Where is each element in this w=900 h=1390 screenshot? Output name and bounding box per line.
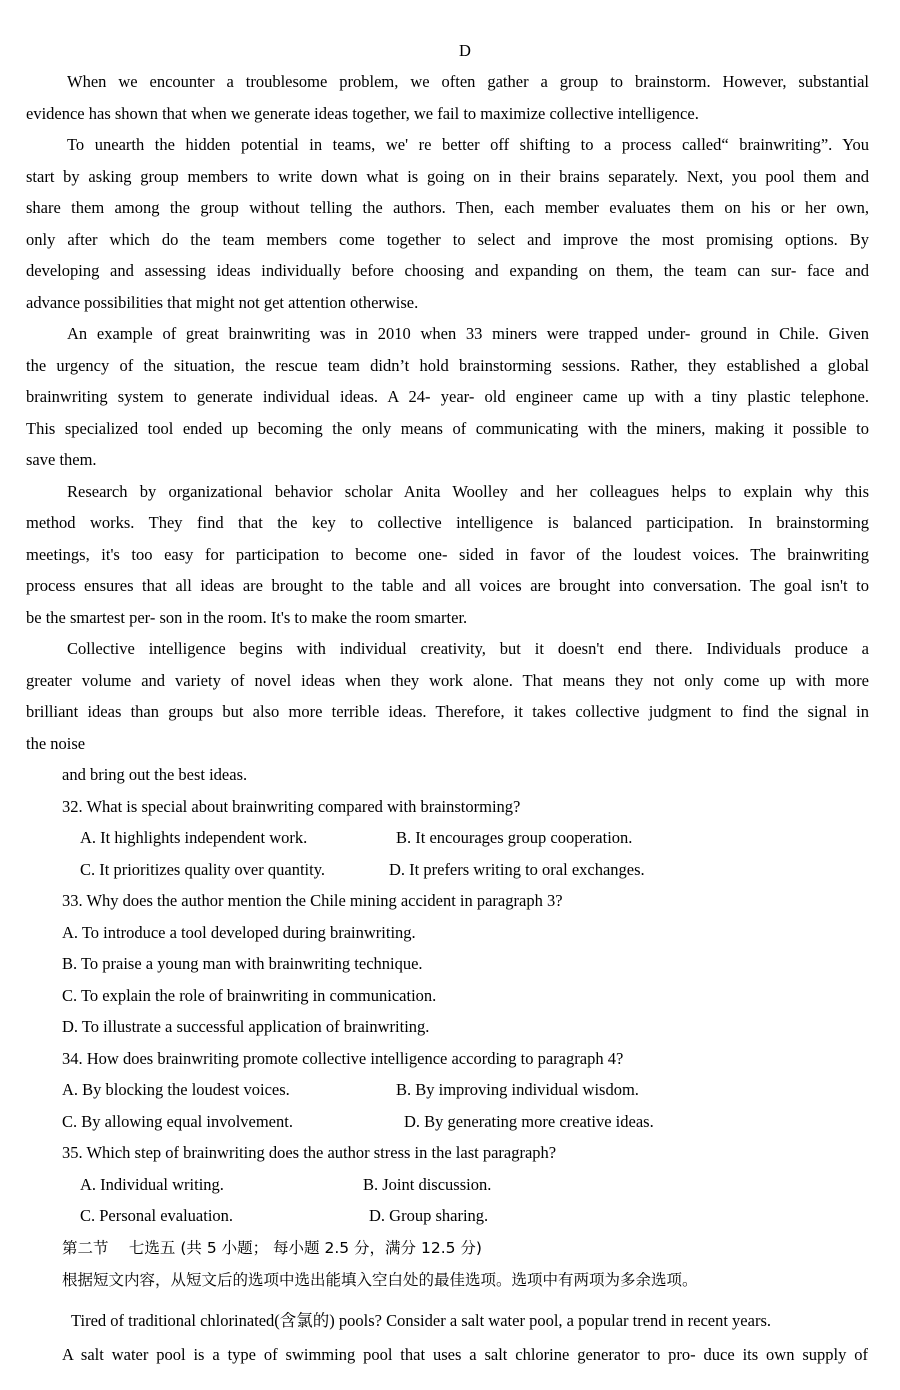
option-b[interactable]: B. By improving individual wisdom.	[396, 1080, 639, 1099]
passage-line: Research by organizational behavior scholar Anita Woolley and her colleagues helps to explain why this	[67, 482, 869, 501]
passage-line: An example of great brainwriting was in 2010 when 33 miners were trapped under- ground in Chile. Given	[67, 324, 869, 343]
passage-line: Tired of traditional chlorinated(含氯的) pools? Consider a salt water pool, a popular trend in recent years.	[71, 1311, 771, 1330]
section-letter: D	[459, 41, 471, 60]
option-b[interactable]: B. Joint discussion.	[363, 1175, 492, 1194]
option-d[interactable]: D. It prefers writing to oral exchanges.	[389, 860, 645, 879]
section-heading: 第二节 七选五 (共 5 小题； 每小题 2.5 分，满分 12.5 分)	[62, 1239, 482, 1257]
passage-line: the noise	[26, 734, 86, 753]
passage-line: developing and assessing ideas individually before choosing and expanding on them, the team can sur- face and	[26, 261, 869, 280]
passage-line: method works. They find that the key to collective intelligence is balanced participation. In brainstorming	[26, 513, 869, 532]
option-a[interactable]: A. Individual writing.	[80, 1175, 224, 1194]
question-stem: 35. Which step of brainwriting does the author stress in the last paragraph?	[62, 1143, 557, 1162]
passage-line: Collective intelligence begins with individual creativity, but it doesn't end there. Individuals produce a	[67, 639, 869, 658]
passage-line: When we encounter a troublesome problem, we often gather a group to brainstorm. However, substantial	[67, 72, 869, 91]
passage-line: only after which do the team members come together to select and improve the most promising options. By	[26, 230, 869, 249]
passage-line: brilliant ideas than groups but also more terrible ideas. Therefore, it takes collective judgment to find the signal in	[26, 702, 869, 721]
passage-line: start by asking group members to write down what is going on in their brains separately. Next, you pool them and	[26, 167, 869, 186]
option-d[interactable]: D. By generating more creative ideas.	[404, 1112, 654, 1131]
option-d[interactable]: D. To illustrate a successful application of brainwriting.	[62, 1017, 430, 1036]
option-a[interactable]: A. To introduce a tool developed during brainwriting.	[62, 923, 416, 942]
passage-line: the urgency of the situation, the rescue team didn’t hold brainstorming sessions. Rather, they established a global	[26, 356, 869, 375]
option-c[interactable]: C. To explain the role of brainwriting in communication.	[62, 986, 437, 1005]
passage-line: greater volume and variety of novel ideas when they work alone. That means they not only come up with more	[26, 671, 869, 690]
passage-line: process ensures that all ideas are brought to the table and all voices are brought into conversation. The goal isn't to	[26, 576, 869, 595]
option-b[interactable]: B. It encourages group cooperation.	[396, 828, 633, 847]
option-d[interactable]: D. Group sharing.	[369, 1206, 489, 1225]
passage-line: This specialized tool ended up becoming the only means of communicating with the miners, making it possible to	[26, 419, 869, 438]
passage-line: save them.	[26, 450, 97, 469]
passage-line: share them among the group without telling the authors. Then, each member evaluates them on his or her own,	[26, 198, 869, 217]
option-a[interactable]: A. By blocking the loudest voices.	[62, 1080, 290, 1099]
option-c[interactable]: C. By allowing equal involvement.	[62, 1112, 293, 1131]
passage-line: To unearth the hidden potential in teams, we' re better off shifting to a process called“ brainwriting”. You	[67, 135, 869, 154]
option-c[interactable]: C. Personal evaluation.	[80, 1206, 234, 1225]
passage-line: meetings, it's too easy for participation to become one- sided in favor of the loudest voices. The brainwriting	[26, 545, 869, 564]
question-stem: 33. Why does the author mention the Chile mining accident in paragraph 3?	[62, 891, 563, 910]
passage-line: and bring out the best ideas.	[62, 765, 248, 784]
section-instruction: 根据短文内容，从短文后的选项中选出能填入空白处的最佳选项。选项中有两项为多余选项。	[62, 1271, 698, 1289]
passage-line: A salt water pool is a type of swimming pool that uses a salt chlorine generator to pro- duce its own supply of	[62, 1345, 868, 1364]
passage-line: evidence has shown that when we generate ideas together, we fail to maximize collective intelligence.	[26, 104, 699, 123]
passage-line: brainwriting system to generate individual ideas. A 24- year- old engineer came up with a tiny plastic telephone.	[26, 387, 869, 406]
passage-line: be the smartest per- son in the room. It's to make the room smarter.	[26, 608, 468, 627]
option-c[interactable]: C. It prioritizes quality over quantity.	[80, 860, 326, 879]
question-stem: 32. What is special about brainwriting compared with brainstorming?	[62, 797, 521, 816]
passage-line: advance possibilities that might not get attention otherwise.	[26, 293, 419, 312]
option-a[interactable]: A. It highlights independent work.	[80, 828, 308, 847]
option-b[interactable]: B. To praise a young man with brainwriting technique.	[62, 954, 423, 973]
question-stem: 34. How does brainwriting promote collective intelligence according to paragraph 4?	[62, 1049, 624, 1068]
